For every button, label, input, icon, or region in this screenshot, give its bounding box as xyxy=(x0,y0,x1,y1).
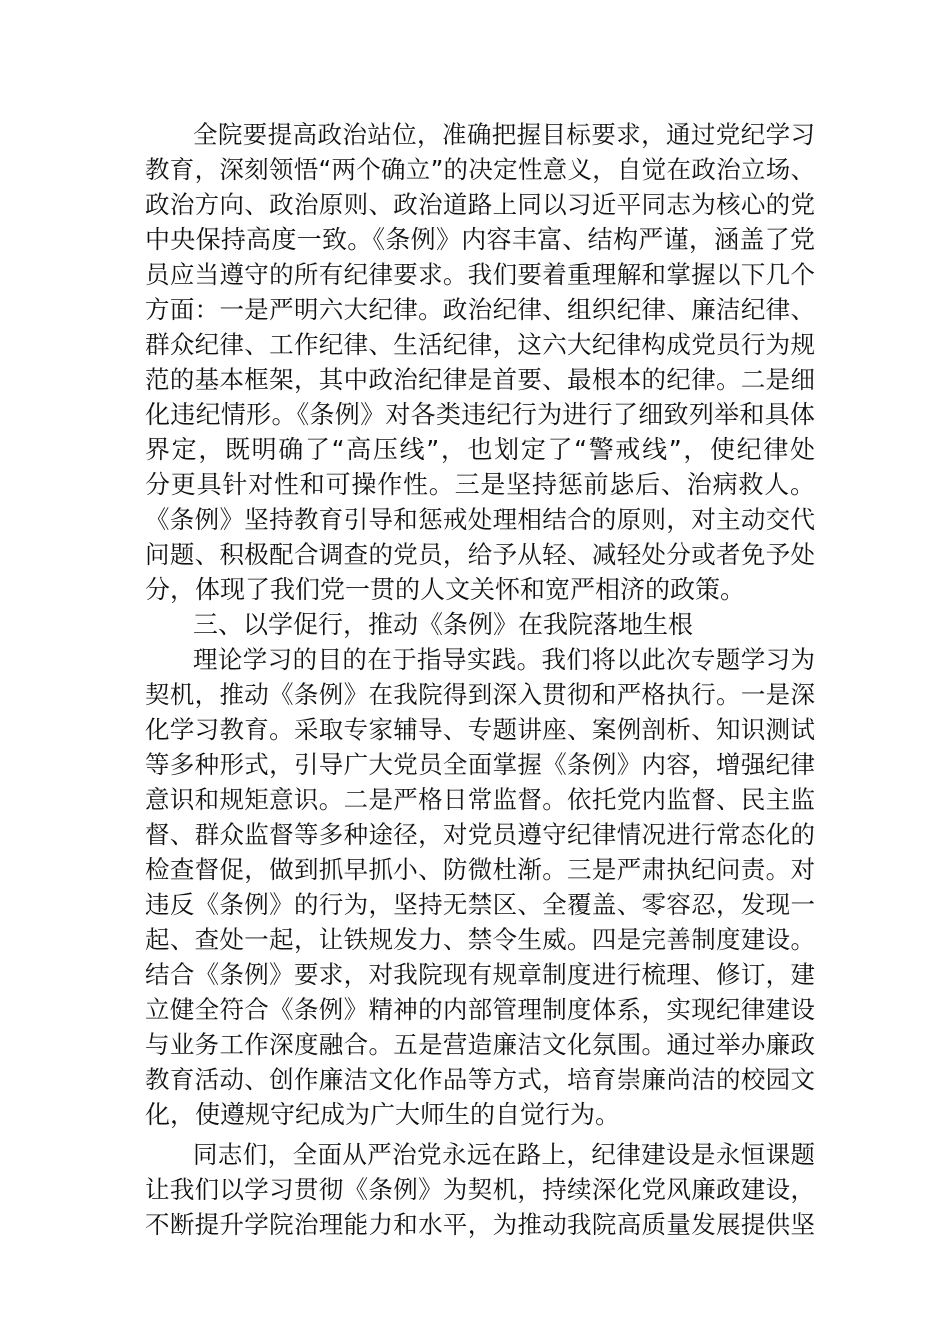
text-line: 问题、积极配合调查的党员，给予从轻、减轻处分或者免予处 xyxy=(145,540,815,569)
text-line: 《条例》坚持教育引导和惩戒处理相结合的原则，对主动交代 xyxy=(145,505,815,534)
text-line: 中央保持高度一致。《条例》内容丰富、结构严谨，涵盖了党 xyxy=(145,225,815,254)
text-line: 起、查处一起，让铁规发力、禁令生威。四是完善制度建设。 xyxy=(145,925,815,954)
text-line: 检查督促，做到抓早抓小、防微杜渐。三是严肃执纪问责。对 xyxy=(145,855,815,884)
text-line: 化违纪情形。《条例》对各类违纪行为进行了细致列举和具体 xyxy=(145,400,815,429)
text-line: 与业务工作深度融合。五是营造廉洁文化氛围。通过举办廉政 xyxy=(145,1030,815,1059)
text-line: 化，使遵规守纪成为广大师生的自觉行为。 xyxy=(145,1100,621,1129)
text-line: 化学习教育。采取专家辅导、专题讲座、案例剖析、知识测试 xyxy=(145,715,815,744)
text-line: 督、群众监督等多种途径，对党员遵守纪律情况进行常态化的 xyxy=(145,820,815,849)
text-line: 等多种形式，引导广大党员全面掌握《条例》内容，增强纪律 xyxy=(145,750,815,779)
text-line: 群众纪律、工作纪律、生活纪律，这六大纪律构成党员行为规 xyxy=(145,330,815,359)
text-line: 分更具针对性和可操作性。三是坚持惩前毖后、治病救人。 xyxy=(145,470,815,499)
text-line: 契机，推动《条例》在我院得到深入贯彻和严格执行。一是深 xyxy=(145,680,815,709)
text-line: 教育，深刻领悟“两个确立”的决定性意义，自觉在政治立场、 xyxy=(145,155,815,184)
text-line: 违反《条例》的行为，坚持无禁区、全覆盖、零容忍，发现一 xyxy=(145,890,815,919)
text-line: 同志们，全面从严治党永远在路上，纪律建设是永恒课题 xyxy=(193,1140,815,1169)
text-line: 不断提升学院治理能力和水平，为推动我院高质量发展提供坚 xyxy=(145,1210,815,1239)
text-line: 意识和规矩意识。二是严格日常监督。依托党内监督、民主监 xyxy=(145,785,815,814)
text-line: 方面：一是严明六大纪律。政治纪律、组织纪律、廉洁纪律、 xyxy=(145,295,815,324)
text-line: 员应当遵守的所有纪律要求。我们要着重理解和掌握以下几个 xyxy=(145,260,815,289)
section-heading: 三、以学促行，推动《条例》在我院落地生根 xyxy=(193,610,694,639)
text-line: 理论学习的目的在于指导实践。我们将以此次专题学习为 xyxy=(193,645,815,674)
text-line: 结合《条例》要求，对我院现有规章制度进行梳理、修订，建 xyxy=(145,960,815,989)
text-line: 分，体现了我们党一贯的人文关怀和宽严相济的政策。 xyxy=(145,575,746,604)
text-line: 全院要提高政治站位，准确把握目标要求，通过党纪学习 xyxy=(193,120,815,149)
text-line: 范的基本框架，其中政治纪律是首要、最根本的纪律。二是细 xyxy=(145,365,815,394)
text-line: 立健全符合《条例》精神的内部管理制度体系，实现纪律建设 xyxy=(145,995,815,1024)
text-line: 让我们以学习贯彻《条例》为契机，持续深化党风廉政建设， xyxy=(145,1175,815,1204)
text-line: 政治方向、政治原则、政治道路上同以习近平同志为核心的党 xyxy=(145,190,815,219)
text-line: 教育活动、创作廉洁文化作品等方式，培育崇廉尚洁的校园文 xyxy=(145,1065,815,1094)
text-line: 界定，既明确了“高压线”，也划定了“警戒线”，使纪律处 xyxy=(145,435,815,464)
